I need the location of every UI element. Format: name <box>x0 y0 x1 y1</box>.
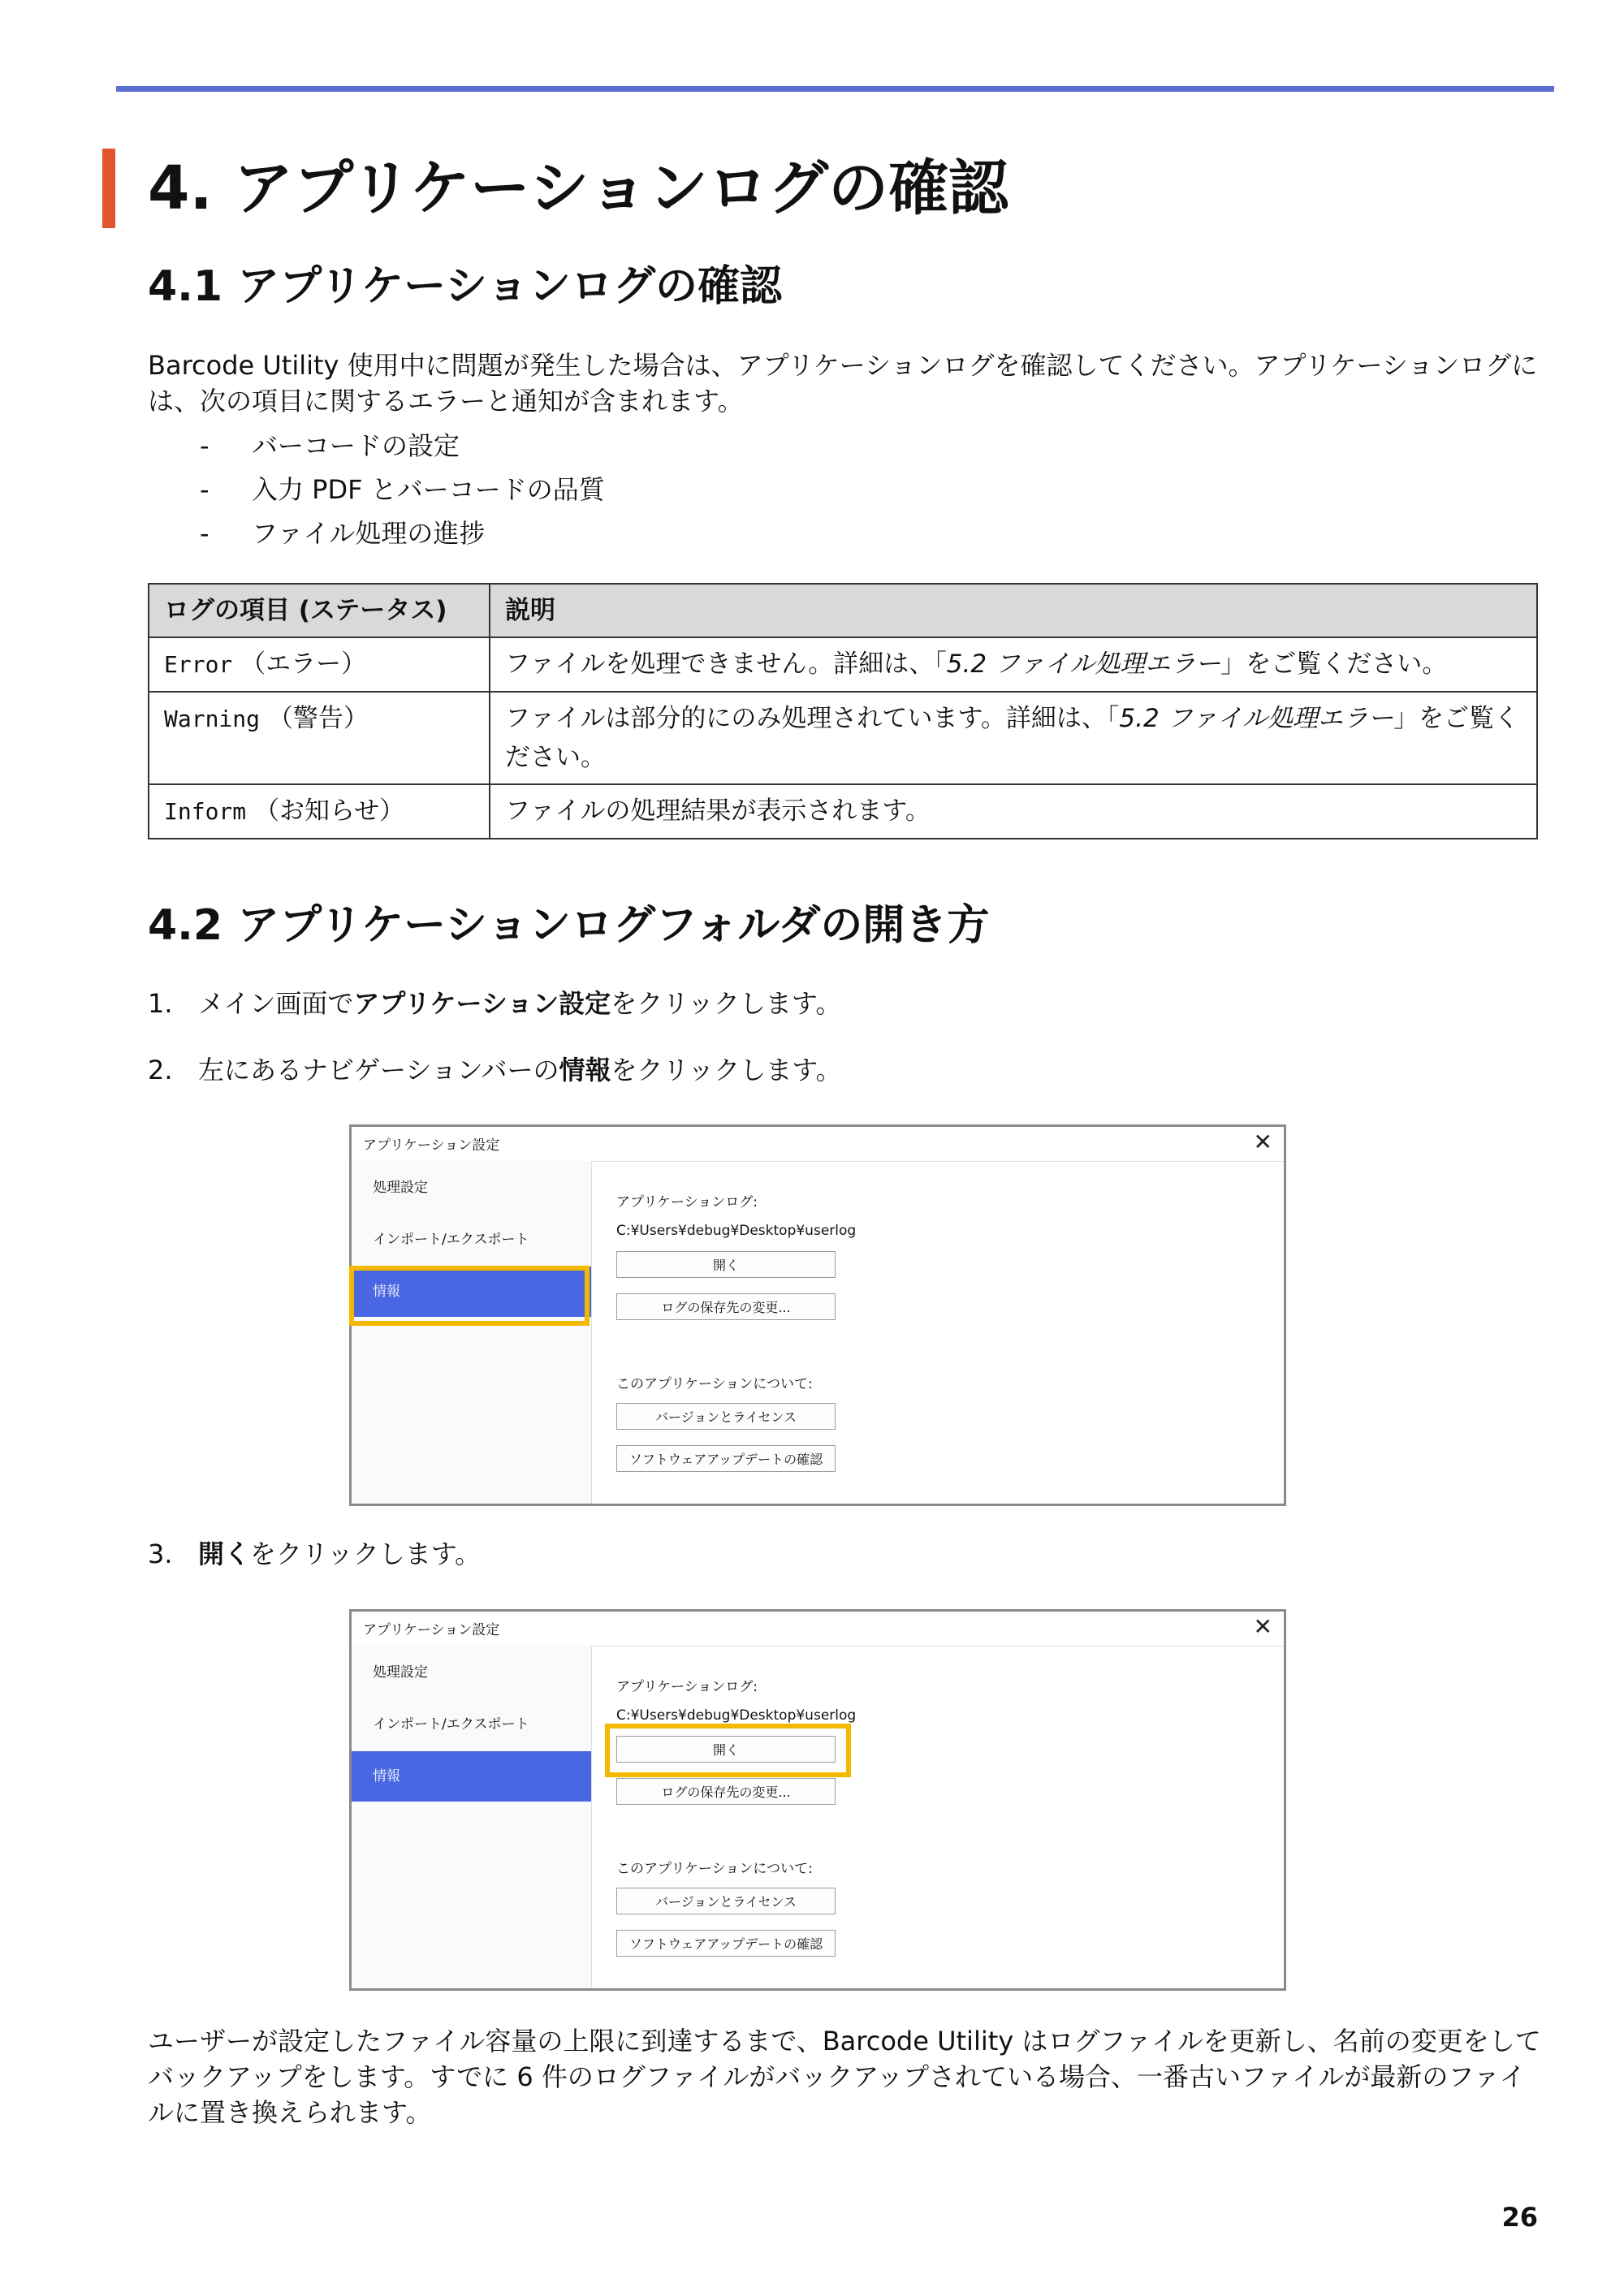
nav-sidebar <box>352 1161 592 1504</box>
change-log-location-button[interactable]: ログの保存先の変更... <box>616 1293 836 1320</box>
step-1: 1. メイン画面でアプリケーション設定をクリックします。 <box>148 988 842 1019</box>
sidebar-item-info[interactable]: 情報 <box>352 1751 591 1802</box>
list-item: - 入力 PDF とバーコードの品質 <box>200 474 605 505</box>
change-log-location-button[interactable]: ログの保存先の変更... <box>616 1778 836 1805</box>
table-row <box>149 784 1537 839</box>
dialog-titlebar <box>352 1612 1284 1646</box>
close-icon[interactable]: ✕ <box>1253 1129 1272 1155</box>
software-update-button[interactable]: ソフトウェアアップデートの確認 <box>616 1445 836 1472</box>
open-button[interactable]: 開く <box>616 1736 836 1763</box>
description-cell: ファイルの処理結果が表示されます。 <box>490 784 1537 839</box>
chapter-title: 4. アプリケーションログの確認 <box>148 153 1009 223</box>
close-icon[interactable]: ✕ <box>1253 1613 1272 1640</box>
log-path: C:¥Users¥debug¥Desktop¥userlog <box>616 1223 857 1239</box>
version-license-button[interactable]: バージョンとライセンス <box>616 1888 836 1914</box>
bullet-list <box>148 424 605 555</box>
section-4-2-title: 4.2 アプリケーションログフォルダの開き方 <box>148 901 990 950</box>
status-cell: Inform （お知らせ） <box>149 784 490 839</box>
open-button[interactable]: 開く <box>616 1251 836 1278</box>
table-row <box>149 692 1537 784</box>
section-reference-link: 5.2 ファイル処理エラー <box>946 650 1221 679</box>
closing-paragraph: ユーザーが設定したファイル容量の上限に到達するまで、Barcode Utility はログファイルを更新し、名前の変更をしてバックアップをします。すでに 6 件のログファイルがバックアップされている場合、一番古いファイルが最新のファイルに置き換えられます。 <box>148 2026 1541 2128</box>
step-2: 2. 左にあるナビゲーションバーの情報をクリックします。 <box>148 1055 842 1085</box>
list-item: - ファイル処理の進捗 <box>200 518 486 549</box>
settings-dialog-screenshot-1 <box>349 1124 1286 1506</box>
dialog-title: アプリケーション設定 <box>363 1622 500 1638</box>
heading-accent-bar <box>102 149 115 228</box>
header-description: 説明 <box>490 584 1537 637</box>
description-cell: ファイルを処理できません。詳細は、「5.2 ファイル処理エラー」をご覧ください。 <box>490 637 1537 692</box>
highlight-open-button-box <box>605 1724 851 1777</box>
sidebar-item-import-export[interactable]: インポート/エクスポート <box>373 1232 529 1248</box>
step-3: 3. 開くをクリックします。 <box>148 1539 482 1569</box>
sidebar-item-processing[interactable]: 処理設定 <box>373 1664 428 1681</box>
dialog-title: アプリケーション設定 <box>363 1137 500 1154</box>
section-4-1-title: 4.1 アプリケーションログの確認 <box>148 262 783 311</box>
log-items-table <box>148 583 1538 839</box>
version-license-button[interactable]: バージョンとライセンス <box>616 1403 836 1430</box>
log-label: アプリケーションログ: <box>616 1679 758 1695</box>
table-row <box>149 637 1537 692</box>
sidebar-item-info[interactable]: 情報 <box>352 1267 591 1317</box>
about-label: このアプリケーションについて: <box>616 1861 813 1877</box>
description-cell: ファイルは部分的にのみ処理されています。詳細は、「5.2 ファイル処理エラー」をご覧ください。 <box>490 692 1537 784</box>
top-rule <box>116 86 1554 92</box>
status-cell: Error （エラー） <box>149 637 490 692</box>
table-header-row <box>149 584 1537 637</box>
header-log-item: ログの項目 (ステータス) <box>149 584 490 637</box>
sidebar-item-processing[interactable]: 処理設定 <box>373 1180 428 1196</box>
nav-sidebar <box>352 1646 592 1988</box>
log-label: アプリケーションログ: <box>616 1194 758 1211</box>
status-cell: Warning （警告） <box>149 692 490 784</box>
list-item: - バーコードの設定 <box>200 430 460 461</box>
sidebar-item-import-export[interactable]: インポート/エクスポート <box>373 1716 529 1733</box>
dialog-titlebar <box>352 1127 1284 1162</box>
intro-paragraph: Barcode Utility 使用中に問題が発生した場合は、アプリケーションログを確認してください。アプリケーションログには、次の項目に関するエラーと通知が含まれます。 <box>148 350 1538 416</box>
software-update-button[interactable]: ソフトウェアアップデートの確認 <box>616 1930 836 1957</box>
log-path: C:¥Users¥debug¥Desktop¥userlog <box>616 1707 857 1724</box>
about-label: このアプリケーションについて: <box>616 1376 813 1392</box>
settings-dialog-screenshot-2 <box>349 1609 1286 1991</box>
page-number: 26 <box>1501 2202 1538 2233</box>
highlight-info-box <box>349 1266 590 1326</box>
section-reference-link: 5.2 ファイル処理エラー <box>1119 704 1393 733</box>
